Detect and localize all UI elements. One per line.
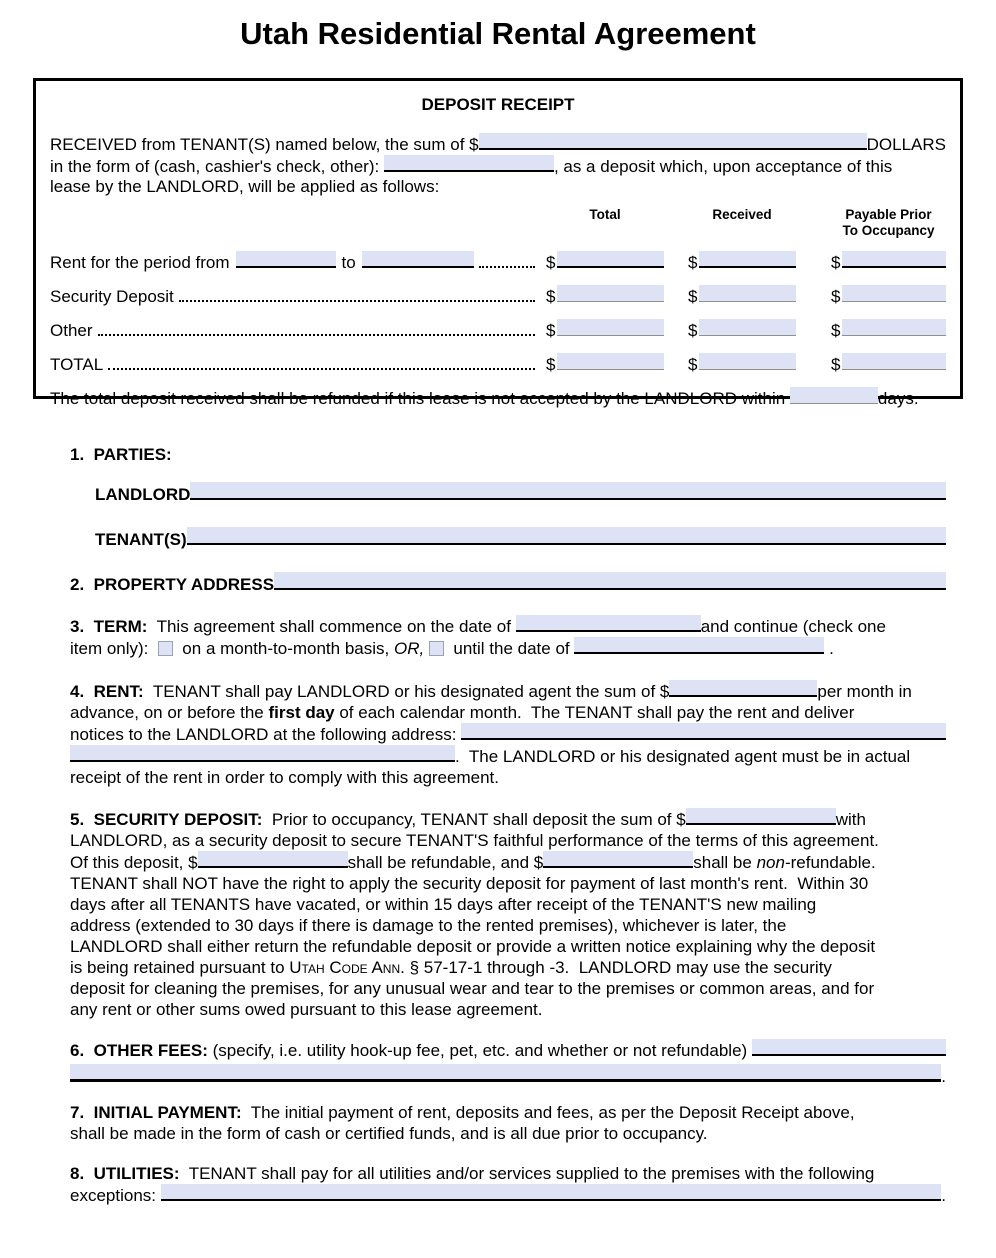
security-text10: address (extended to 30 days if there is damage to the rented premises), whichever is later, the [70,916,787,935]
section-term-line2 [70,637,946,659]
other-fees-text: (specify, i.e. utility hook-up fee, pet, etc. and whether or not refundable) [207,1041,752,1060]
property-address-field[interactable] [274,572,946,590]
payment-form-field[interactable] [384,155,554,172]
other-payable-cell [831,319,946,341]
rent-total-cell [546,251,664,273]
utilities-exceptions-field[interactable] [161,1184,942,1201]
rent-first-day-text: first day [268,703,335,722]
section-security-line4 [70,873,946,894]
document-title: Utah Residential Rental Agreement [240,16,756,51]
agreement-body [70,444,946,1206]
dollar-sign: $ [688,355,698,374]
other-received-field[interactable] [699,319,796,336]
security-non-italic: non [756,853,785,872]
total-label: TOTAL [50,355,104,374]
deposit-sum-field[interactable] [686,808,836,825]
landlord-field[interactable] [190,482,946,500]
other-fees-period: . [941,1067,946,1086]
column-header-payable-line2: To Occupancy [842,223,935,238]
dotted-leader [108,368,535,370]
rent-text2: per month in [817,682,912,701]
term-head: 3. TERM: [70,617,148,636]
security-text1: Prior to occupancy, TENANT shall deposit the sum of $ [262,810,686,829]
security-payable-cell [831,285,946,307]
security-text9: days after all TENANTS have vacated, or within 15 days after receipt of the TENANT'S new mailing [70,895,817,914]
rent-to-date-field[interactable] [362,251,474,268]
property-address-head: 2. PROPERTY ADDRESS [70,575,275,594]
grand-received-cell [688,353,796,375]
landlord-address-field-1[interactable] [461,723,946,740]
term-text7: . [824,639,834,658]
tenant-row [95,527,946,551]
initial-payment-text2: shall be made in the form of cash or certified funds, and is all due prior to occupancy. [70,1124,708,1143]
section-rent-line2 [70,702,946,723]
dollar-sign: $ [688,287,698,306]
dollar-sign: $ [688,321,698,340]
security-head: 5. SECURITY DEPOSIT: [70,810,263,829]
rent-period-to-label: to [341,253,356,272]
column-header-payable [831,207,946,239]
receipt-row-other [50,319,946,341]
until-date-checkbox[interactable] [429,641,444,656]
rent-period-label: Rent for the period from [50,253,230,272]
dollar-sign: $ [831,253,841,272]
grand-total-cell [546,353,664,375]
tenant-label: TENANT(S) [95,530,187,549]
security-text4: Of this deposit, $ [70,853,198,872]
header-spacer [50,207,540,239]
section-rent-line4 [70,745,946,767]
landlord-label: LANDLORD [95,485,191,504]
refundable-amount-field[interactable] [198,851,348,868]
section-initial-payment-line2 [70,1123,946,1144]
landlord-address-field-2[interactable] [70,745,455,762]
grand-received-field[interactable] [699,353,796,370]
other-fees-field-2[interactable] [70,1064,941,1082]
rent-from-date-field[interactable] [236,251,336,268]
rent-text5: notices to the LANDLORD at the following address: [70,725,462,744]
section-security-line2 [70,830,946,851]
other-total-field[interactable] [557,319,664,336]
other-total-cell [546,319,664,341]
term-text1: This agreement shall commence on the date of [147,617,516,636]
days-label: days. [877,389,919,408]
receipt-footer-line [50,387,946,409]
rent-payable-field[interactable] [842,251,946,268]
column-header-received: Received [712,207,772,222]
dotted-leader [479,266,535,268]
column-header-total: Total [589,207,621,222]
rent-text3: advance, on or before the [70,703,269,722]
section-security-line6 [70,915,946,936]
receipt-row-security [50,285,946,307]
dollar-sign: $ [831,287,841,306]
rent-received-cell [688,251,796,273]
receipt-intro-line2 [50,155,946,177]
rent-total-field[interactable] [557,251,664,268]
section-security-line10 [70,999,946,1020]
security-text15: any rent or other sums owed pursuant to this lease agreement. [70,1000,543,1019]
dollar-sign: $ [688,253,698,272]
security-text13: § 57-17-1 through -3. LANDLORD may use the security [404,958,832,977]
section-other-fees-line2 [70,1064,946,1087]
rent-head: 4. RENT: [70,682,144,701]
other-fees-field-1[interactable] [752,1039,946,1056]
term-or-text: OR, [393,639,425,658]
utilities-exceptions-label: exceptions: [70,1186,161,1205]
grand-payable-cell [831,353,946,375]
dotted-leader [179,300,535,302]
term-text2: and continue (check one [700,617,886,636]
grand-payable-field[interactable] [842,353,946,370]
receipt-intro-text2: in the form of (cash, cashier's check, other): [50,157,384,176]
section-initial-payment-line1 [70,1102,946,1123]
other-fees-head: 6. OTHER FEES: [70,1041,208,1060]
section-security-line8 [70,957,946,978]
refund-text: The total deposit received shall be refunded if this lease is not accepted by the LANDLORD within [50,389,790,408]
other-label: Other [50,321,93,340]
dotted-leader [98,334,535,336]
receipt-row-total [50,353,946,375]
receipt-intro-text1: RECEIVED from TENANT(S) named below, the sum of $ [50,135,479,154]
other-payable-field[interactable] [842,319,946,336]
utilities-head: 8. UTILITIES: [70,1164,180,1183]
security-received-cell [688,285,796,307]
nonrefundable-amount-field[interactable] [543,851,693,868]
landlord-row [95,482,946,506]
grand-total-field[interactable] [557,353,664,370]
section-security-line7 [70,936,946,957]
section-security-line9 [70,978,946,999]
security-received-field[interactable] [699,285,796,302]
deposit-receipt-box [33,78,963,408]
utilities-text1: TENANT shall pay for all utilities and/or services supplied to the premises with the following [179,1164,875,1183]
security-payable-field[interactable] [842,285,946,302]
dollar-sign: $ [546,287,556,306]
security-text14: deposit for cleaning the premises, for any unusual wear and tear to the premises or common areas, and for [70,979,875,998]
section-utilities-line1 [70,1163,946,1184]
dollars-label: DOLLARS [866,135,946,154]
commence-date-field[interactable] [516,615,701,632]
security-total-cell [546,285,664,307]
receipt-intro-text4: lease by the LANDLORD, will be applied as follows: [50,177,440,196]
rent-text7: receipt of the rent in order to comply with this agreement. [70,768,499,787]
security-total-field[interactable] [557,285,664,302]
security-text6: shall be [693,853,757,872]
parties-head: 1. PARTIES: [70,445,172,464]
security-text2: with [835,810,866,829]
security-text5: shall be refundable, and $ [347,853,544,872]
rent-text1: TENANT shall pay LANDLORD or his designated agent the sum of $ [143,682,670,701]
dollar-sign: $ [546,321,556,340]
refund-days-field[interactable] [790,387,878,404]
initial-payment-head: 7. INITIAL PAYMENT: [70,1103,242,1122]
rent-text4: of each calendar month. The TENANT shall pay the rent and deliver [334,703,855,722]
receipt-row-rent [50,251,946,273]
rent-text6: . The LANDLORD or his designated agent must be in actual [455,747,911,766]
dollar-sign: $ [831,321,841,340]
security-text8: TENANT shall NOT have the right to apply the security deposit for payment of last month's rent. Within 30 [70,874,869,893]
column-header-payable-line1: Payable Prior [845,207,932,222]
security-deposit-label: Security Deposit [50,287,174,306]
section-utilities-line2 [70,1184,946,1206]
receipt-intro-line3 [50,177,946,197]
rent-received-field[interactable] [699,251,796,268]
section-security-line5 [70,894,946,915]
dollar-sign: $ [546,253,556,272]
other-received-cell [688,319,796,341]
tenant-field[interactable] [187,527,946,545]
section-term-line1 [70,615,946,637]
section-security-line1 [70,808,946,830]
receipt-column-headers [50,207,946,239]
receipt-intro-line1 [50,133,946,155]
security-text3: LANDLORD, as a security deposit to secure TENANT'S faithful performance of the terms of this agreement. [70,831,879,850]
until-date-field[interactable] [574,637,824,654]
receipt-sum-field[interactable] [479,133,867,150]
utilities-period: . [941,1186,946,1205]
monthly-rent-field[interactable] [669,680,817,697]
section-other-fees-line1 [70,1039,946,1061]
term-text3: item only): [70,639,158,658]
initial-payment-text1: The initial payment of rent, deposits and fees, as per the Deposit Receipt above, [241,1103,855,1122]
section-rent-line1 [70,680,946,702]
security-text7: -refundable. [784,853,876,872]
rent-payable-cell [831,251,946,273]
term-text6: until the date of [443,639,575,658]
security-text12: is being retained pursuant to [70,958,290,977]
section-security-line3 [70,851,946,873]
deposit-receipt-heading: DEPOSIT RECEIPT [421,95,575,114]
receipt-intro-text3: , as a deposit which, upon acceptance of this [553,157,893,176]
utah-code-citation: Utah Code Ann. [289,958,405,977]
section-rent-line3 [70,723,946,745]
dollar-sign: $ [831,355,841,374]
dollar-sign: $ [546,355,556,374]
section-property-address [70,572,946,595]
term-text4: on a month-to-month basis, [172,639,394,658]
month-to-month-checkbox[interactable] [158,641,173,656]
section-parties-heading [70,444,946,465]
section-rent-line5 [70,767,946,788]
security-text11: LANDLORD shall either return the refundable deposit or provide a written notice explaining why the deposit [70,937,876,956]
